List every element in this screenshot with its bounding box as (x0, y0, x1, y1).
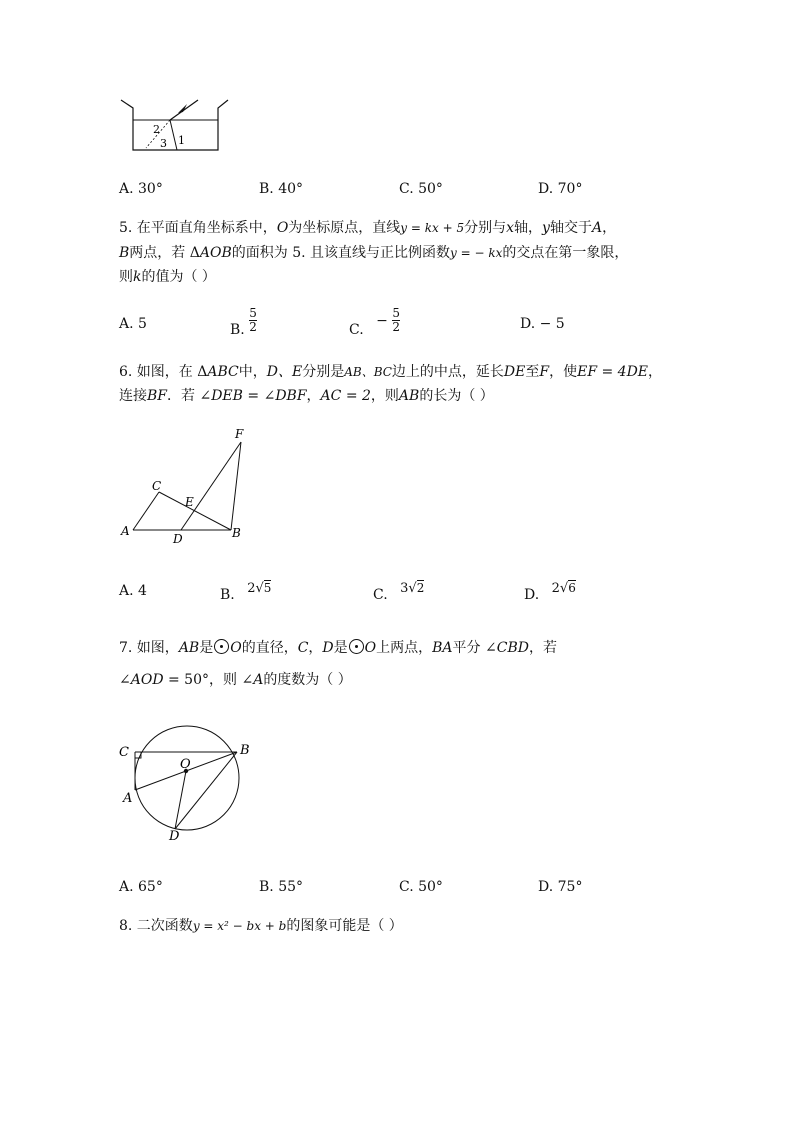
q6-line-2 (119, 386, 494, 406)
q7-text: 7. 如图， (119, 640, 179, 656)
fig-q4-label-3: 3 (160, 137, 167, 150)
option-label: C. (373, 587, 388, 603)
sqrt-sign: √ (255, 581, 264, 596)
q8-text: 的图象可能是（ ） (286, 918, 403, 934)
numerator: 5 (392, 306, 400, 320)
q7-figure (115, 718, 265, 844)
q5-text: ， (602, 220, 617, 236)
q6-ac: AC = 2 (320, 388, 371, 404)
q5-var-a: A (591, 220, 603, 236)
q8-line-1 (119, 916, 403, 936)
q6-sides: AB、BC (344, 365, 392, 379)
fig-q7-label-c: C (119, 745, 129, 760)
q6-text: ， (306, 388, 321, 404)
q6-text: 6. 如图，在 Δ (119, 364, 208, 380)
q7-seg-ba: BA (432, 640, 453, 656)
option-label: C. (349, 321, 364, 338)
q5-text: 轴交于 (549, 220, 592, 236)
q6-text: 至 (525, 364, 540, 380)
q5-text: 5. 在平面直角坐标系中， (119, 220, 277, 236)
q5-text: 分别与 (464, 220, 507, 236)
q6-line-1 (119, 362, 662, 382)
refracted-ray (170, 120, 177, 150)
q5-var-o: O (276, 220, 289, 236)
q8-equation: y = x² − bx + b (192, 919, 287, 933)
q6-text: ， (648, 364, 663, 380)
radicand: 2 (416, 581, 425, 595)
option-label: D. (524, 587, 540, 603)
fig-q6-label-c: C (152, 479, 162, 493)
q6-equation: EF = 4DE (577, 364, 649, 380)
q5-option-b (230, 306, 257, 338)
denominator: 2 (392, 320, 400, 334)
q6-text: ．若 ∠ (167, 388, 212, 404)
option-label: B. (230, 321, 245, 338)
q5-option-d: D. − 5 (520, 316, 565, 332)
q6-seg-ab: AB (398, 388, 420, 404)
fig-q4-label-2: 2 (153, 123, 160, 136)
q7-point-c: C (297, 640, 309, 656)
container-outline (121, 100, 228, 150)
q5-text: 则 (119, 269, 133, 285)
q5-text: 的值为（ ） (141, 269, 216, 285)
q7-circle-o: O (364, 640, 377, 656)
q5-option-a: A. 5 (119, 316, 147, 332)
q5-var-y: y (542, 220, 550, 236)
q5-line-1 (119, 218, 616, 238)
q7-text: 是 (333, 640, 348, 656)
circle-dot-icon (214, 639, 229, 654)
q6-option-b (220, 580, 272, 603)
option-label: B. (220, 587, 235, 603)
q7-angle-aod: AOD (130, 672, 164, 688)
q6-text: 的长为（ ） (419, 388, 494, 404)
q4-option-d: D. 70° (538, 181, 583, 197)
q7-text: 平分 ∠ (452, 640, 497, 656)
q6-text: 边上的中点，延长 (391, 364, 504, 380)
q6-angle-dbf: DBF (275, 388, 307, 404)
q7-text: 的度数为（ ） (263, 672, 352, 688)
q5-line-3 (119, 267, 216, 287)
q7-text: 是 (199, 640, 214, 656)
radicand: 6 (568, 581, 576, 595)
q4-option-a: A. 30° (119, 181, 163, 197)
q5-var-b: B (119, 245, 130, 261)
fraction (392, 307, 400, 334)
q6-option-a: A. 4 (119, 583, 147, 599)
coefficient: 2 (247, 581, 256, 596)
q6-option-c (373, 580, 425, 603)
q6-text: ，则 (370, 388, 399, 404)
q6-text: = ∠ (242, 388, 276, 404)
q7-text: ∠ (119, 672, 131, 688)
q6-text: ，使 (549, 364, 578, 380)
numerator: 5 (249, 306, 257, 320)
q6-text: 连接 (119, 388, 147, 404)
q6-angle-deb: DEB (211, 388, 243, 404)
q7-seg-ab: AB (178, 640, 200, 656)
fig-q6-label-d: D (173, 532, 183, 546)
fig-q4-label-1: 1 (178, 134, 185, 147)
q7-option-d: D. 75° (538, 879, 583, 895)
q7-point-d: D (322, 640, 334, 656)
fig-q6-label-b: B (232, 526, 241, 540)
fraction (249, 307, 257, 334)
q7-option-c: C. 50° (399, 879, 443, 895)
fig-q6-label-e: E (185, 495, 194, 509)
q6-triangle-abc: ABC (207, 364, 239, 380)
q4-option-c: C. 50° (399, 181, 443, 197)
q5-equation-line: y = kx + 5 (400, 221, 465, 235)
fig-q6-label-f: F (235, 427, 244, 441)
q6-text: 中， (238, 364, 267, 380)
q5-text: 轴， (514, 220, 543, 236)
q7-line-2 (119, 670, 352, 690)
fig-q6-label-a: A (121, 524, 130, 538)
q7-text: 的直径， (241, 640, 298, 656)
q5-var-x: x (506, 220, 515, 236)
minus-sign: − (376, 312, 388, 329)
q5-line-2 (119, 243, 628, 263)
q5-triangle-aob: AOB (199, 245, 232, 261)
q5-text: 为坐标原点，直线 (288, 220, 401, 236)
fig-q7-label-o: O (180, 757, 191, 772)
coefficient: 2 (551, 581, 560, 596)
q7-text: 上两点， (376, 640, 433, 656)
q7-text: ，若 (528, 640, 557, 656)
q5-option-c (349, 306, 400, 338)
seg-ac (133, 492, 159, 530)
fig-q7-label-d: D (169, 829, 180, 844)
q6-seg-de: DE (503, 364, 526, 380)
q6-text: 分别是 (302, 364, 345, 380)
radicand: 5 (263, 581, 272, 595)
fig-q7-label-a: A (123, 791, 133, 806)
q8-text: 8. 二次函数 (119, 918, 193, 934)
q5-var-k: k (133, 269, 142, 285)
denominator: 2 (249, 320, 257, 334)
q7-angle-cbd: CBD (496, 640, 529, 656)
q6-seg-bf: BF (147, 388, 168, 404)
seg-cb (159, 492, 231, 530)
circle-dot-icon (349, 639, 364, 654)
q7-option-a: A. 65° (119, 879, 163, 895)
q6-option-d (524, 580, 576, 603)
q5-equation-proportional: y = − kx (450, 246, 503, 260)
q7-line-1 (119, 638, 557, 658)
fig-q7-label-b: B (240, 743, 250, 758)
q6-point-f: F (539, 364, 550, 380)
sqrt-sign: √ (559, 581, 569, 596)
q4-figure (118, 96, 230, 154)
q5-text: 的交点在第一象限， (502, 245, 629, 261)
q6-points-de: D、E (266, 364, 303, 380)
q7-option-b: B. 55° (259, 879, 304, 895)
q7-angle-a: A (253, 672, 264, 688)
sqrt-sign: √ (408, 581, 417, 596)
q6-figure (115, 424, 255, 548)
seg-od (175, 771, 186, 829)
q5-text: 两点，若 Δ (129, 245, 200, 261)
q4-option-b: B. 40° (259, 181, 304, 197)
coefficient: 3 (400, 581, 409, 596)
q7-circle-o: O (230, 640, 242, 656)
q5-text: 的面积为 5. 且该直线与正比例函数 (231, 245, 451, 261)
q7-text: ， (308, 640, 323, 656)
q7-text: = 50°，则 ∠ (163, 672, 254, 688)
